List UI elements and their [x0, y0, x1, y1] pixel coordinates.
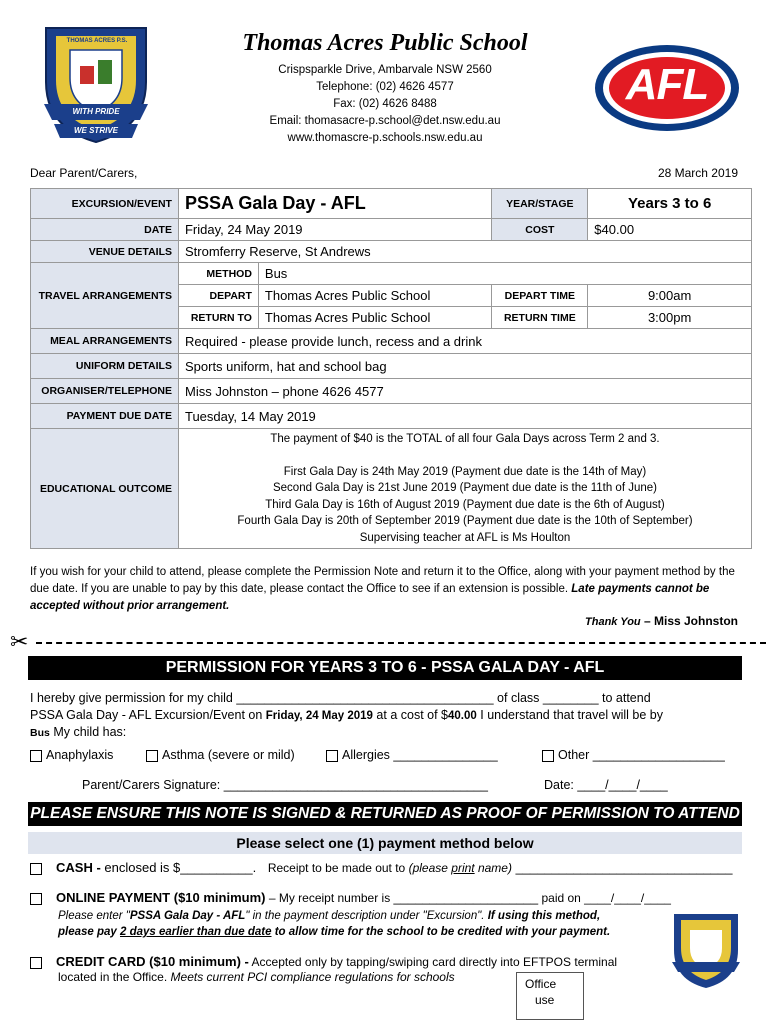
cash-label: CASH -	[56, 860, 101, 875]
permission-text: of class	[493, 691, 543, 705]
method-label: METHOD	[178, 263, 258, 285]
signoff	[585, 614, 738, 628]
online-note-event: PSSA Gala Day - AFL	[129, 910, 246, 922]
return-label: RETURN TO	[178, 307, 258, 329]
payment-heading: Please select one (1) payment method below	[28, 832, 742, 854]
school-website: www.thomascre-p.schools.nsw.edu.au	[287, 132, 483, 144]
payment-due-value: Tuesday, 14 May 2019	[178, 404, 751, 429]
travel-label: TRAVEL ARRANGEMENTS	[31, 263, 179, 329]
condition-other[interactable]	[542, 748, 725, 762]
checkbox[interactable]	[146, 750, 158, 762]
cost-label: COST	[492, 219, 588, 241]
permission-cost: 40.00	[448, 710, 477, 722]
school-fax: Fax: (02) 4626 8488	[333, 98, 437, 110]
intro-paragraph	[30, 564, 742, 615]
uniform-value: Sports uniform, hat and school bag	[178, 354, 751, 379]
depart-time-value: 9:00am	[588, 285, 752, 307]
educational-outcome-label: EDUCATIONAL OUTCOME	[31, 429, 179, 549]
return-notice: PLEASE ENSURE THIS NOTE IS SIGNED & RETURNED AS PROOF OF PERMISSION TO ATTEND	[28, 802, 742, 826]
greeting: Dear Parent/Carers,	[30, 166, 138, 180]
crest-motto-1: WITH PRIDE	[72, 107, 120, 116]
cash-amount-field[interactable]: enclosed is $__________.	[100, 860, 257, 875]
online-note-1	[58, 910, 600, 922]
condition-label: Other ___________________	[558, 748, 725, 762]
organiser-value: Miss Johnston – phone 4626 4577	[178, 379, 751, 404]
edu-line: The payment of $40 is the TOTAL of all four Gala Days across Term 2 and 3.	[270, 433, 660, 445]
travel-mode: Bus	[30, 727, 50, 739]
office-use-label: Office	[525, 977, 557, 991]
payment-online[interactable]	[30, 890, 671, 905]
checkbox[interactable]	[30, 957, 42, 969]
intro-text: If you wish for your child to attend, please complete the Permission Note and return it to the Office, along with your payment method by the due date. If you are unable to pay by this date, please contact the Office to see if an extension is possible.	[30, 566, 735, 595]
venue-label: VENUE DETAILS	[31, 241, 179, 263]
afl-logo-text: AFL	[625, 60, 709, 109]
paid-on-field[interactable]: paid on ____/____/____	[538, 891, 671, 905]
school-address: Crispsparkle Drive, Ambarvale NSW 2560	[278, 64, 492, 76]
depart-value: Thomas Acres Public School	[258, 285, 491, 307]
checkbox[interactable]	[542, 750, 554, 762]
online-note-text: to allow time for the school to be credited with your payment.	[271, 926, 611, 938]
credit-label: CREDIT CARD ($10 minimum) -	[56, 954, 249, 969]
cost-value: $40.00	[588, 219, 752, 241]
cash-print-text: print	[451, 861, 475, 875]
payment-due-label: PAYMENT DUE DATE	[31, 404, 179, 429]
school-telephone: Telephone: (02) 4626 4577	[316, 81, 454, 93]
online-label: ONLINE PAYMENT ($10 minimum)	[56, 890, 266, 905]
signature-date-field[interactable]: Date: ____/____/____	[544, 778, 668, 792]
credit-text: Accepted only by tapping/swiping card directly into EFTPOS terminal	[248, 955, 618, 969]
scissors-icon: ✂	[10, 629, 29, 654]
condition-asthma[interactable]	[146, 748, 295, 762]
child-name-field[interactable]: _____________________________________	[236, 691, 494, 705]
event-details-table	[30, 188, 752, 549]
condition-label: Allergies _______________	[342, 748, 498, 762]
method-value: Bus	[258, 263, 751, 285]
permission-text: I hereby give permission for my child	[30, 691, 237, 705]
school-name: Thomas Acres Public School	[242, 30, 528, 56]
permission-line-3	[30, 724, 742, 742]
meal-value: Required - please provide lunch, recess and a drink	[178, 329, 751, 354]
return-value: Thomas Acres Public School	[258, 307, 491, 329]
cash-receipt-text: Receipt to be made out to	[267, 861, 409, 875]
permission-text: I understand that travel will be by	[476, 708, 663, 722]
cash-receipt-italic: name)	[474, 861, 512, 875]
date-label: DATE	[31, 219, 179, 241]
condition-label: Anaphylaxis	[46, 748, 114, 762]
condition-label: Asthma (severe or mild)	[162, 748, 295, 762]
checkbox[interactable]	[30, 893, 42, 905]
online-note-2	[58, 926, 610, 938]
permission-line-2	[30, 707, 742, 725]
edu-line: Fourth Gala Day is 20th of September 2019 (Payment due date is the 10th of September)	[237, 515, 693, 527]
crest-name: THOMAS ACRES P.S.	[66, 38, 128, 44]
online-note-text: If using this method,	[484, 910, 601, 922]
credit-compliance: Meets current PCI compliance regulations for schools	[167, 970, 455, 984]
online-note-text: please pay	[58, 926, 121, 938]
edu-line: Supervising teacher at AFL is Ms Houlton	[359, 531, 571, 544]
edu-line: Second Gala Day is 21st June 2019 (Payment due date is the 11th of June)	[272, 482, 657, 494]
signoff-name: – Miss Johnston	[643, 614, 738, 628]
permission-title: PERMISSION FOR YEARS 3 TO 6 - PSSA GALA DAY - AFL	[28, 656, 742, 680]
condition-anaphylaxis[interactable]	[30, 748, 113, 762]
edu-line	[185, 448, 745, 464]
school-email: Email: thomasacre-p.school@det.nsw.edu.au	[269, 115, 501, 127]
signature-field[interactable]: Parent/Carers Signature: ______________________________________	[82, 778, 488, 792]
meal-label: MEAL ARRANGEMENTS	[31, 329, 179, 354]
online-note-text: " in the payment description under "Excursion".	[245, 910, 485, 922]
letter-date: 28 March 2019	[657, 166, 738, 180]
online-note-deadline: 2 days earlier than due date	[120, 926, 272, 938]
crest-motto-2: WE STRIVE	[73, 126, 118, 135]
school-crest-small	[668, 910, 744, 990]
educational-outcome-value	[178, 429, 751, 549]
intro-emphasis: Late payments cannot be accepted without prior arrangement.	[30, 583, 710, 612]
organiser-label: ORGANISER/TELEPHONE	[31, 379, 179, 404]
edu-line: Third Gala Day is 16th of August 2019 (Payment due date is the 6th of August)	[265, 498, 665, 511]
permission-date: Friday, 24 May 2019	[265, 710, 373, 722]
thanks-text: Thank You	[585, 616, 641, 628]
checkbox[interactable]	[30, 750, 42, 762]
date-value: Friday, 24 May 2019	[178, 219, 491, 241]
edu-line: First Gala Day is 24th May 2019 (Payment due date is the 14th of May)	[283, 465, 647, 478]
permission-text: PSSA Gala Day - AFL Excursion/Event on	[30, 708, 266, 722]
checkbox[interactable]	[30, 863, 42, 875]
office-use-label: use	[535, 993, 555, 1007]
uniform-label: UNIFORM DETAILS	[31, 354, 179, 379]
permission-line-1	[30, 690, 742, 707]
condition-allergies[interactable]	[326, 748, 498, 762]
credit-note	[58, 970, 455, 984]
credit-text: located in the Office.	[58, 970, 168, 984]
class-field[interactable]: ________	[542, 691, 599, 705]
payment-credit-card[interactable]	[30, 954, 617, 969]
office-use-box	[516, 972, 584, 1020]
checkbox[interactable]	[326, 750, 338, 762]
permission-text: My child has:	[49, 725, 127, 739]
cut-line	[36, 642, 766, 644]
online-text: – My receipt number is	[265, 891, 394, 905]
depart-label: DEPART	[178, 285, 258, 307]
excursion-value: PSSA Gala Day - AFL	[178, 189, 491, 219]
online-note-text: Please enter "	[58, 910, 130, 922]
cash-receipt-name-field[interactable]: ______________________________	[511, 860, 733, 875]
return-time-value: 3:00pm	[588, 307, 752, 329]
venue-value: Stromferry Reserve, St Andrews	[178, 241, 751, 263]
permission-text: at a cost of $	[372, 708, 448, 722]
receipt-number-field[interactable]: ____________________	[393, 890, 539, 905]
year-value: Years 3 to 6	[588, 189, 752, 219]
cash-receipt-italic: (please	[408, 861, 452, 875]
depart-time-label: DEPART TIME	[492, 285, 588, 307]
year-label: YEAR/STAGE	[492, 189, 588, 219]
permission-text: to attend	[598, 691, 651, 705]
return-time-label: RETURN TIME	[492, 307, 588, 329]
excursion-label: EXCURSION/EVENT	[31, 189, 179, 219]
payment-cash[interactable]	[30, 860, 733, 875]
